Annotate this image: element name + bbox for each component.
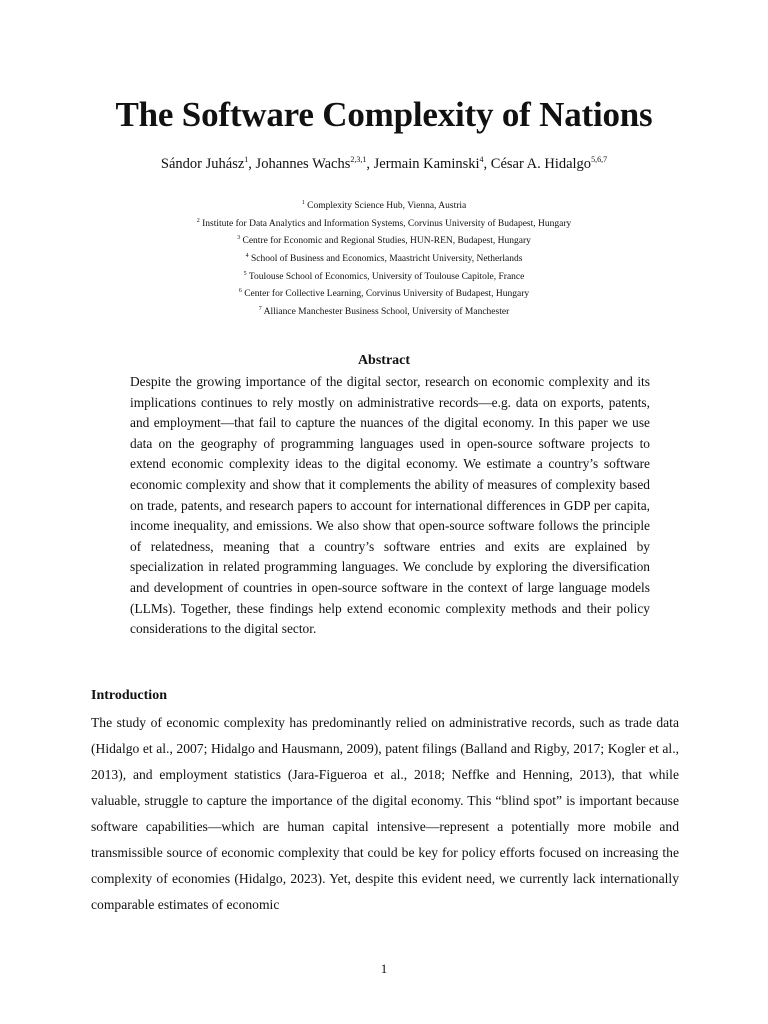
author-affiliation-marker: 2,3,1	[350, 155, 367, 165]
affiliation	[0, 216, 768, 234]
affiliation-marker: 5	[243, 270, 247, 277]
affiliation	[0, 251, 768, 269]
introduction-heading: Introduction	[91, 688, 167, 703]
affiliation-text: Alliance Manchester Business School, University of Manchester	[263, 307, 510, 318]
author	[491, 156, 607, 172]
author-name: Johannes Wachs	[255, 156, 351, 172]
author-separator: ,	[366, 156, 374, 172]
author	[374, 156, 491, 172]
affiliation-text: Complexity Science Hub, Vienna, Austria	[307, 201, 467, 211]
author-separator: ,	[248, 156, 256, 172]
affiliation	[0, 269, 768, 287]
affiliation-text: Centre for Economic and Regional Studies, HUN-REN, Budapest, Hungary	[242, 236, 531, 247]
affiliation-text: Institute for Data Analytics and Information Systems, Corvinus University of Budapest, Hungary	[202, 218, 572, 229]
affiliation	[0, 233, 768, 251]
author-name: Jermain Kaminski	[373, 156, 480, 172]
affiliation	[0, 286, 768, 304]
abstract-heading: Abstract	[357, 353, 411, 368]
abstract-text: Despite the growing importance of the digital sector, research on economic complexity and its implications continues to rely mostly on administrative records—e.g. data on exports, patents, and employment—that fail to capture the nuances of the digital economy. In this paper we use data on the geography of programming languages used in open-source software projects to extend economic complexity ideas to the digital economy. We estimate a country’s software economic complexity and show that it complements the ability of measures of complexity based on trade, patents, and research papers to account for international differences in GDP per capita, income inequality, and emissions. We also show that open-source software follows the principle of relatedness, meaning that a country’s software entries and exits are explained by specialization in related programming languages. We conclude by exploring the diversification and development of countries in open-source software in the context of large language models (LLMs). Together, these findings help extend economic complexity methods and their policy considerations to the digital sector.	[130, 374, 650, 637]
author-separator: ,	[483, 156, 491, 172]
author-list	[0, 154, 768, 174]
author-name: César A. Hidalgo	[490, 156, 592, 172]
author-affiliation-marker: 4	[479, 155, 484, 165]
affiliation	[0, 304, 768, 322]
affiliation	[0, 198, 768, 216]
affiliation-text: School of Business and Economics, Maastricht University, Netherlands	[250, 254, 523, 265]
affiliation-marker: 4	[245, 252, 249, 259]
paper-title: The Software Complexity of Nations	[115, 95, 653, 134]
affiliation-marker: 1	[301, 199, 305, 206]
author-name: Sándor Juhász	[160, 156, 245, 172]
affiliation-marker: 6	[238, 288, 242, 295]
author	[256, 156, 374, 172]
page-number: 1	[380, 961, 388, 976]
affiliation-text: Center for Collective Learning, Corvinus University of Budapest, Hungary	[244, 289, 530, 300]
affiliation-marker: 3	[237, 235, 241, 242]
affiliation-text: Toulouse School of Economics, University of Toulouse Capitole, France	[248, 271, 525, 282]
affiliation-marker: 7	[258, 305, 262, 312]
affiliation-marker: 2	[196, 217, 200, 224]
author	[161, 156, 256, 172]
author-affiliation-marker: 1	[244, 155, 249, 165]
author-affiliation-marker: 5,6,7	[591, 155, 608, 165]
affiliation-list	[0, 198, 768, 322]
introduction-text: The study of economic complexity has predominantly relied on administrative records, such as trade data (Hidalgo et al., 2007; Hidalgo and Hausmann, 2009), patent filings (Balland and Rigby, 2017; Kogler et al., 2013), and employment statistics (Jara-Figueroa et al., 2018; Neffke and Henning, 2013), that while valuable, struggle to capture the importance of the digital economy. This “blind spot” is important because software capabilities—which are human capital intensive—represent a potentially more mobile and transmissible source of economic complexity that could be key for policy efforts focused on increasing the complexity of economies (Hidalgo, 2023). Yet, despite this evident need, we currently lack internationally comparable estimates of economic	[91, 715, 679, 912]
